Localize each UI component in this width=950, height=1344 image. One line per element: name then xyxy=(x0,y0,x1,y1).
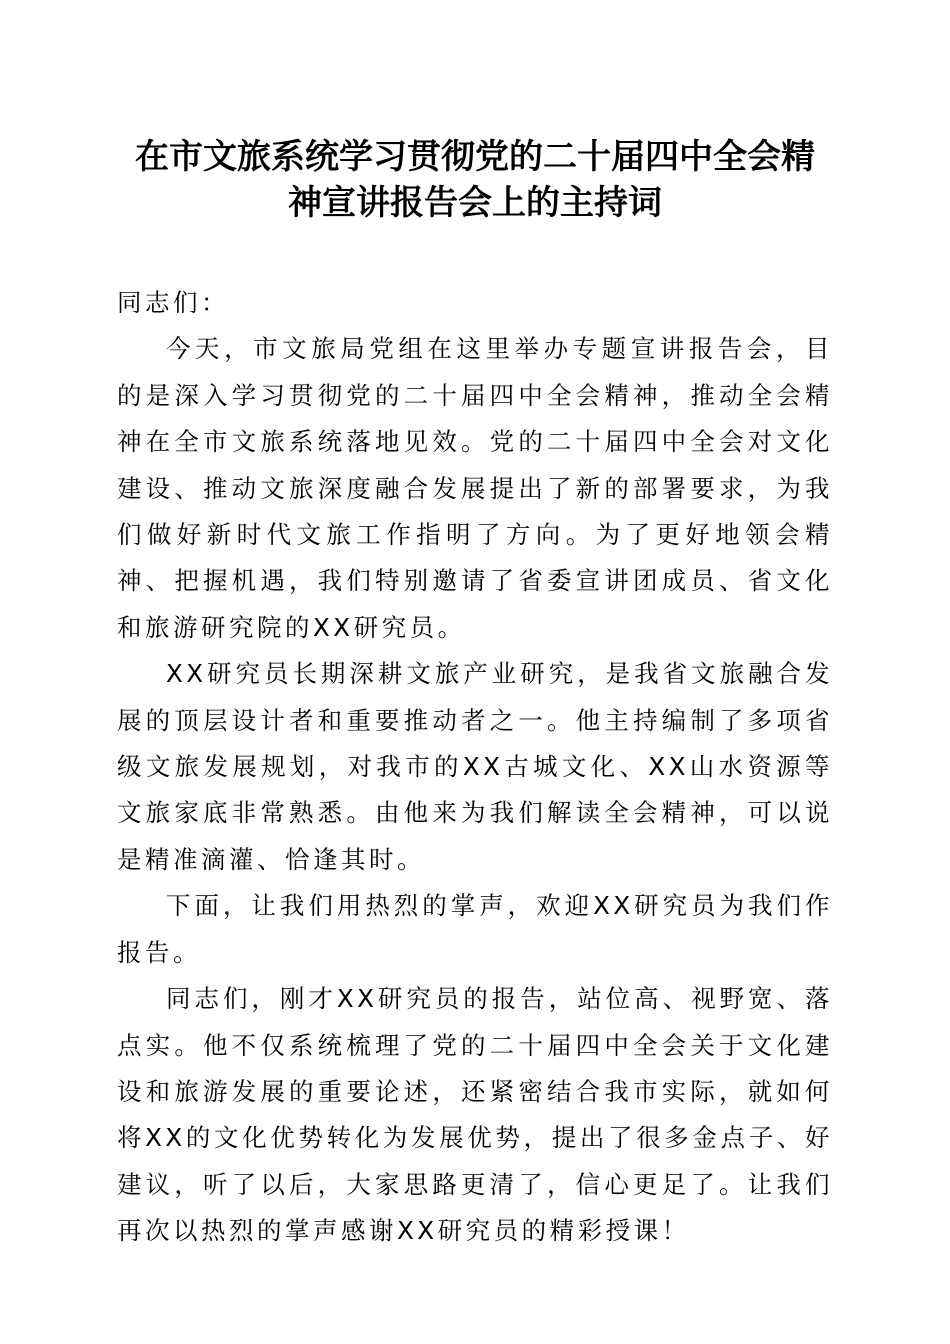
document-title xyxy=(110,134,840,226)
paragraph-opening: 今天，市文旅局党组在这里举办专题宣讲报告会，目的是深入学习贯彻党的二十届四中全会精神，推动全会精神在全市文旅系统落地见效。党的二十届四中全会对文化建设、推动文旅深度融合发展提出了新的部署要求，为我们做好新时代文旅工作指明了方向。为了更好地领会精神、把握机遇，我们特别邀请了省委宣讲团成员、省文化和旅游研究院的XX研究员。 xyxy=(117,334,833,642)
document-body xyxy=(117,280,833,1255)
title-line-1: 在市文旅系统学习贯彻党的二十届四中全会精 xyxy=(135,137,815,177)
title-line-2: 神宣讲报告会上的主持词 xyxy=(288,183,662,223)
paragraph-speaker-intro: XX研究员长期深耕文旅产业研究，是我省文旅融合发展的顶层设计者和重要推动者之一。他主持编制了多项省级文旅发展规划，对我市的XX古城文化、XX山水资源等文旅家底非常熟悉。由他来为我们解读全会精神，可以说是精准滴灌、恰逢其时。 xyxy=(117,659,833,874)
paragraph-welcome: 下面，让我们用热烈的掌声，欢迎XX研究员为我们作报告。 xyxy=(117,891,833,967)
paragraph-closing: 同志们，刚才XX研究员的报告，站位高、视野宽、落点实。他不仅系统梳理了党的二十届四中全会关于文化建设和旅游发展的重要论述，还紧密结合我市实际，就如何将XX的文化优势转化为发展优势，提出了很多金点子、好建议，听了以后，大家思路更清了，信心更足了。让我们再次以热烈的掌声感谢XX研究员的精彩授课！ xyxy=(117,984,833,1246)
salutation: 同志们： xyxy=(117,288,229,317)
